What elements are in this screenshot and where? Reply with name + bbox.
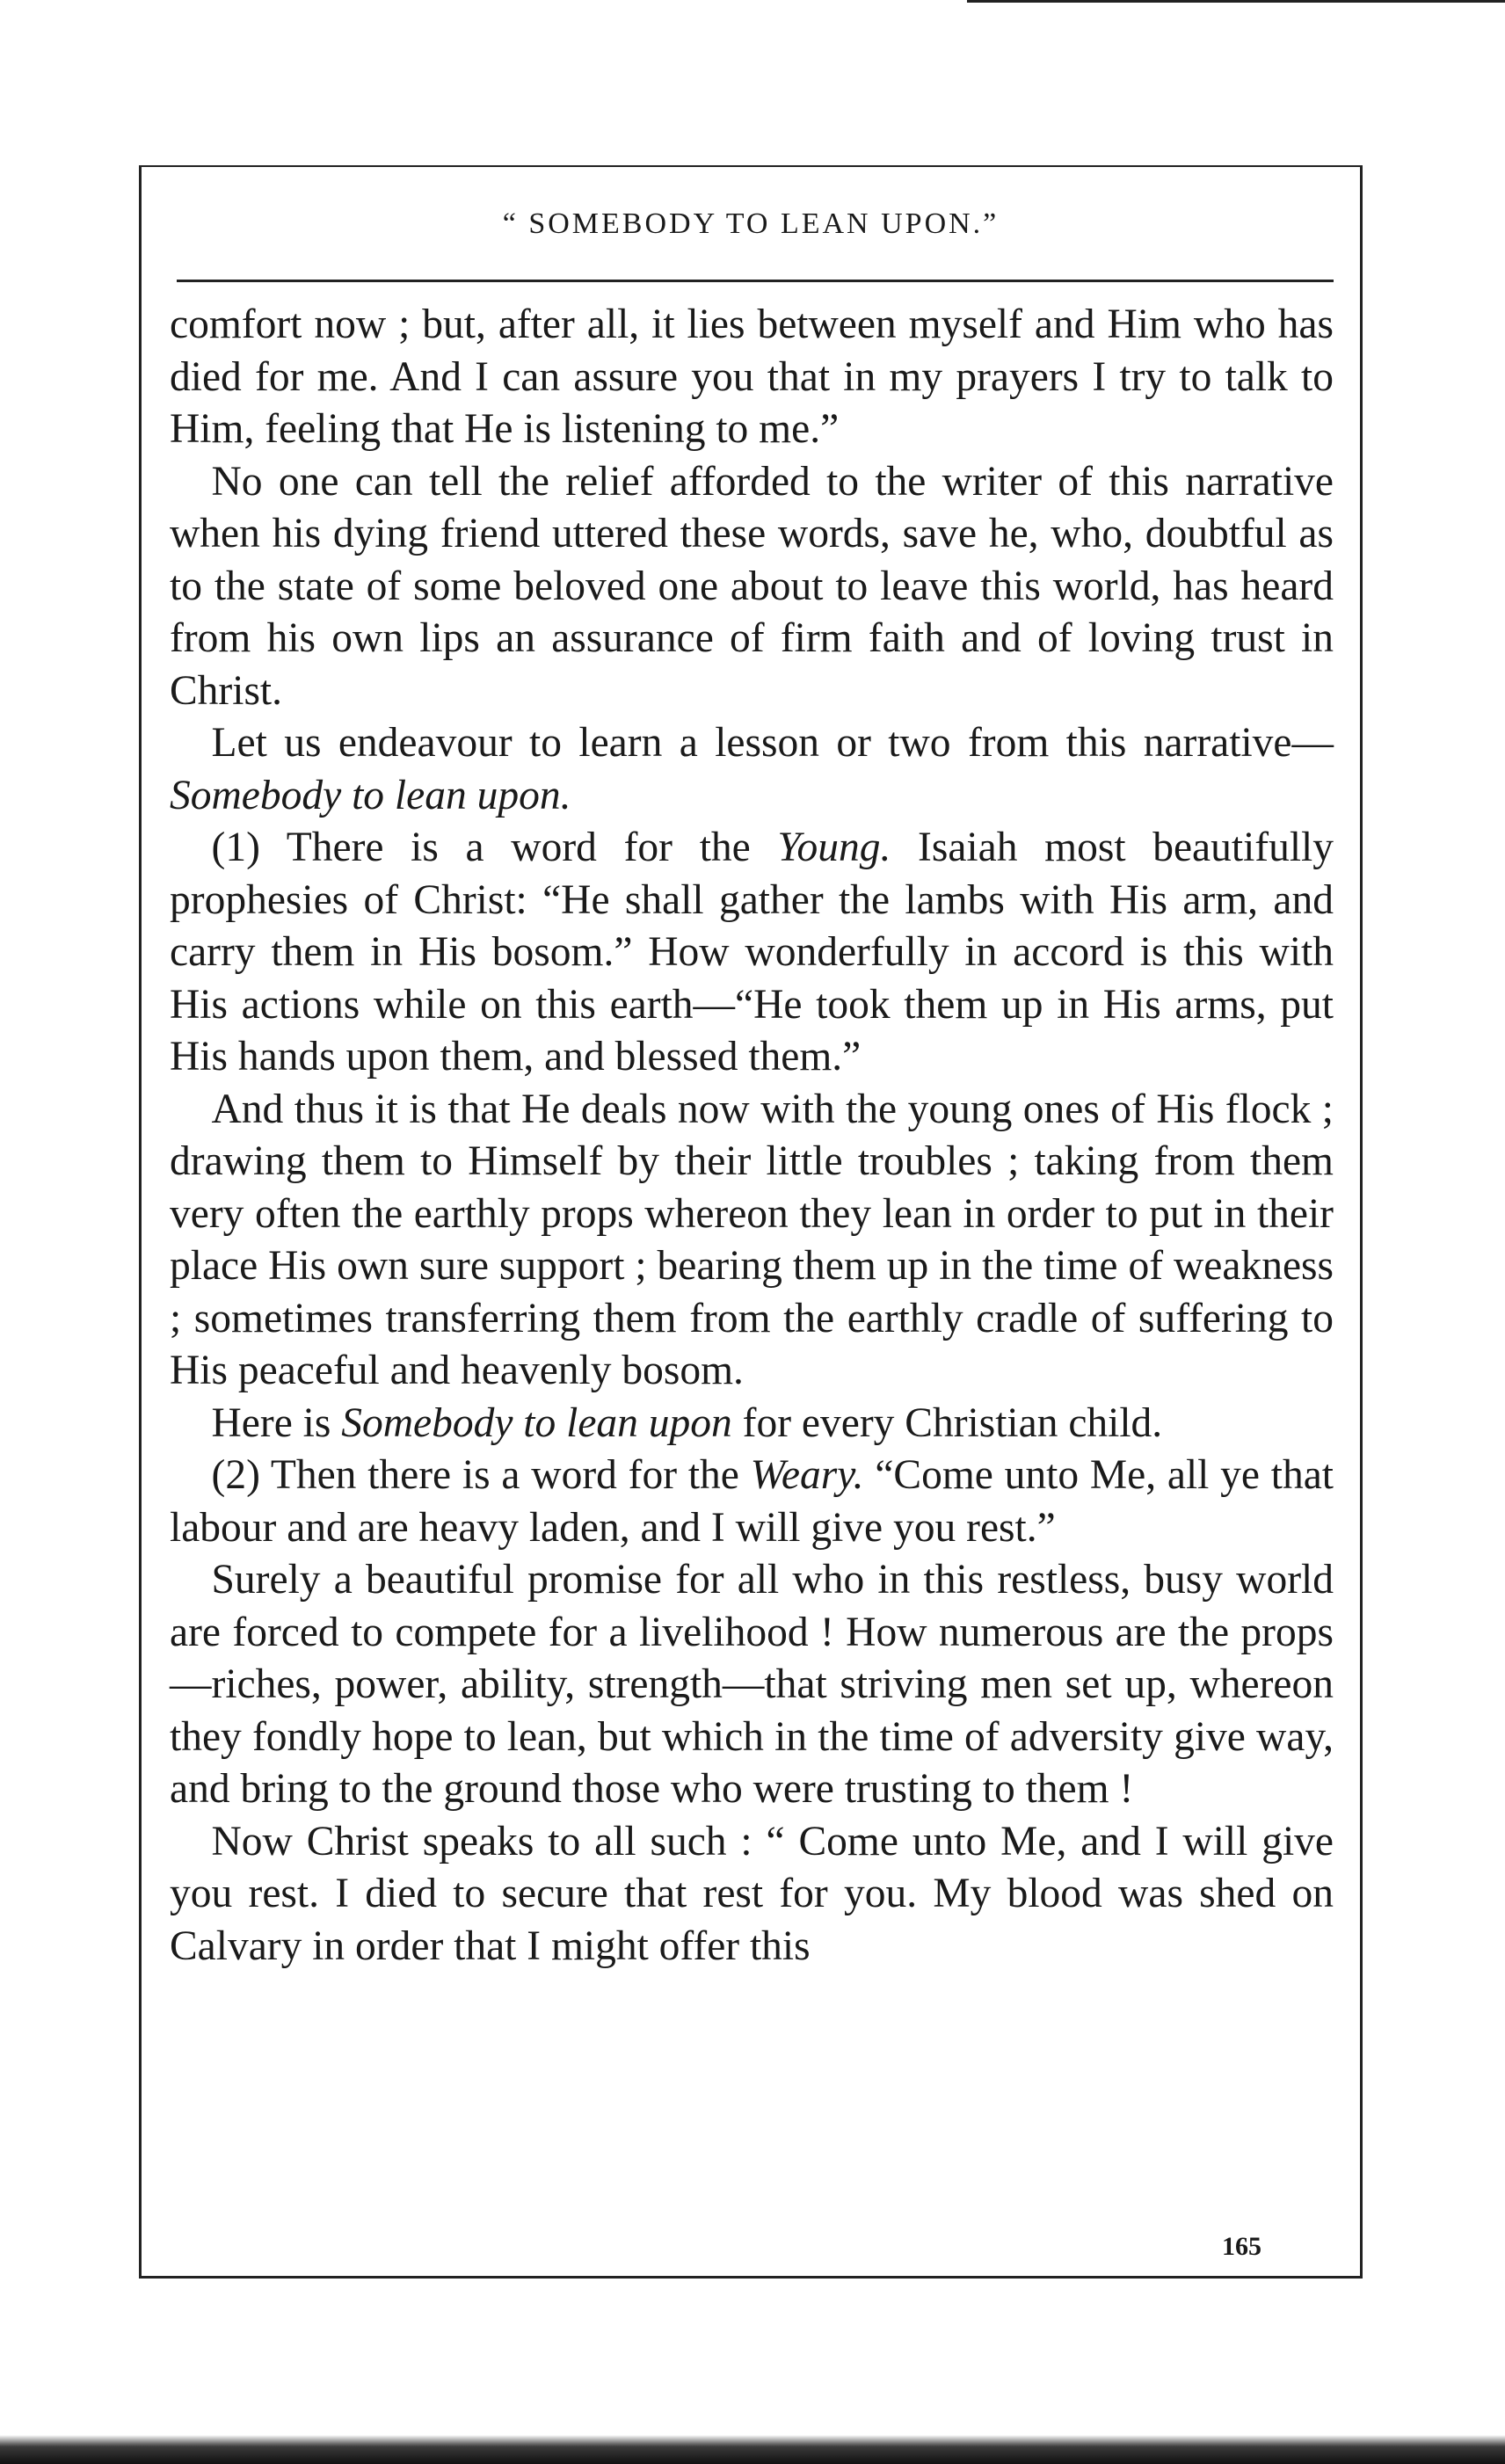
paragraph-9: Now Christ speaks to all such : “ Come unto Me, and I will give you rest. I died to secure that rest for you. My blood was shed on Calvary in order that I might offer this xyxy=(170,1818,1334,1969)
top-edge-rule xyxy=(967,0,1505,3)
paragraph-6-text: Here is xyxy=(211,1399,342,1446)
paragraph-6-italic: Somebody to lean upon xyxy=(341,1399,732,1446)
page-number: 165 xyxy=(1222,2232,1261,2261)
header-rule xyxy=(177,280,1334,282)
paragraph-3 xyxy=(170,717,1334,822)
paragraph-2: No one can tell the relief afforded to the writer of this narrative when his dying friend uttered these words, save he, who, doubtful as to the state of some beloved one about to leave this world, has heard from his own lips an assurance of firm faith and of loving trust in Christ. xyxy=(170,458,1334,714)
scan-edge-shadow xyxy=(0,2435,1505,2464)
paragraph-4-text-after: Isaiah most beautifully prophesies of Christ: “He shall gather the lambs with His arm, and carry them in His bosom.” How wonderfully in accord is this with His actions while on this earth—“He took them up in His arms, put His hands upon them, and blessed them.” xyxy=(170,825,1334,1079)
paragraph-7-text: (2) Then there is a word for the xyxy=(211,1452,751,1498)
paragraph-4 xyxy=(170,822,1334,1084)
body-text xyxy=(170,299,1334,1973)
paragraph-7-italic: Weary. xyxy=(750,1452,864,1498)
page-frame xyxy=(139,165,1363,2279)
paragraph-3-text: Let us endeavour to learn a lesson or two from this narrative— xyxy=(211,720,1334,766)
paragraph-3-italic: Somebody to lean upon. xyxy=(170,772,571,818)
paragraph-6-text-after: for every Christian child. xyxy=(731,1399,1163,1446)
paragraph-4-text: (1) There is a word for the xyxy=(211,825,778,870)
paragraph-6 xyxy=(170,1398,1334,1450)
paragraph-7-text-after: “Come unto Me, all ye that labour and are heavy laden, and I will give you rest.” xyxy=(170,1452,1334,1551)
paragraph-8: Surely a beautiful promise for all who in this restless, busy world are forced to compete for a livelihood ! How numerous are the props—riches, power, ability, strength—that striving men set up, whereon they fondly hope to lean, but which in the time of adversity give way, and bring to the ground those who were trusting to them ! xyxy=(170,1557,1334,1812)
paragraph-4-italic: Young. xyxy=(777,825,891,870)
running-header: “ SOMEBODY TO LEAN UPON.” xyxy=(502,207,1000,240)
paragraph-5: And thus it is that He deals now with the young ones of His flock ; drawing them to Himself by their little troubles ; taking from them very often the earthly props whereon they lean in order to put in their place His own sure support ; bearing them up in the time of weakness ; sometimes transferring them from the earthly cradle of suffering to His peaceful and heavenly bosom. xyxy=(170,1086,1334,1393)
paragraph-1: comfort now ; but, after all, it lies between myself and Him who has died for me. And I can assure you that in my prayers I try to talk to Him, feeling that He is listening to me.” xyxy=(170,302,1334,452)
paragraph-7 xyxy=(170,1450,1334,1554)
